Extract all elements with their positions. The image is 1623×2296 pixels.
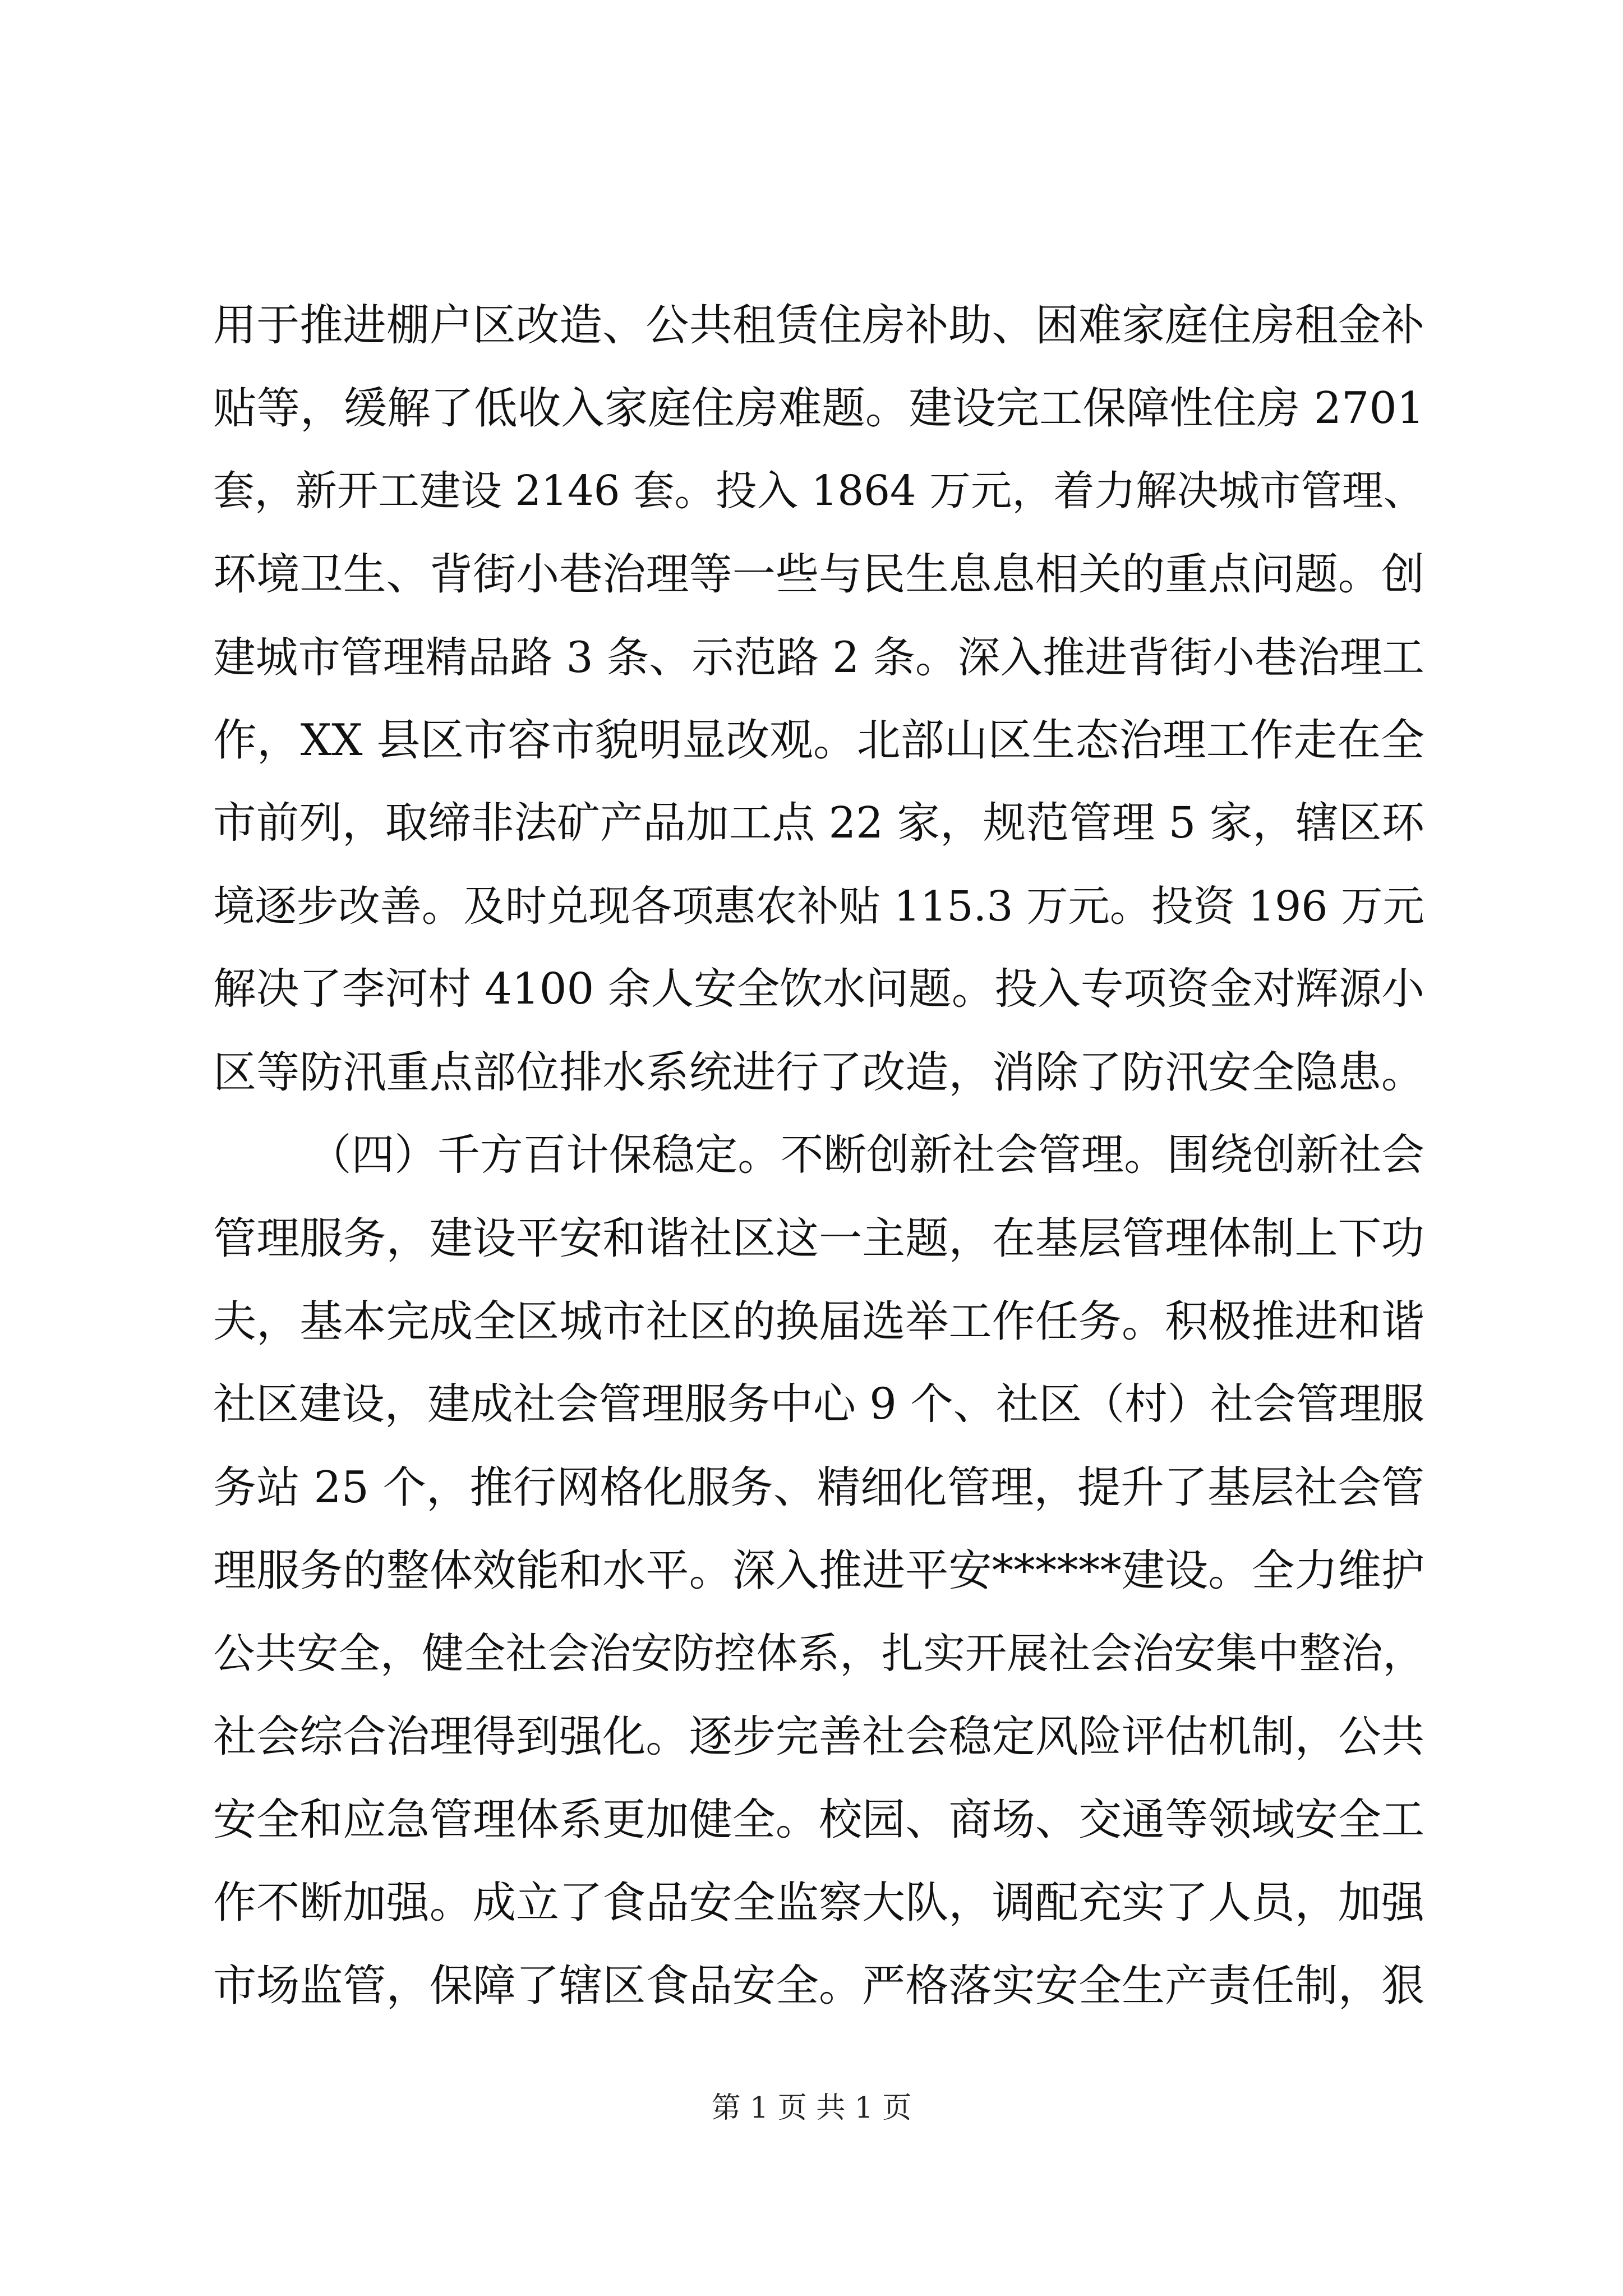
text-line-19: 安全和应急管理体系更加健全。校园、商场、交通等领域安全工 [213, 1795, 1424, 1845]
text-line-10: 区等防汛重点部位排水系统进行了改造，消除了防汛安全隐患。 [213, 1047, 1424, 1098]
text-line-5: 建城市管理精品路 3 条、示范路 2 条。深入推进背街小巷治理工 [213, 633, 1424, 682]
text-line-9: 解决了李河村 4100 余人安全饮水问题。投入专项资金对辉源小 [213, 964, 1424, 1014]
text-line-15: 务站 25 个，推行网格化服务、精细化管理，提升了基层社会管 [213, 1462, 1424, 1513]
text-line-13: 夫，基本完成全区城市社区的换届选举工作任务。积极推进和谐 [213, 1296, 1424, 1347]
text-line-12: 管理服务，建设平安和谐社区这一主题，在基层管理体制上下功 [213, 1213, 1424, 1264]
text-line-11-paragraph-start: （四）千方百计保稳定。不断创新社会管理。围绕创新社会 [308, 1130, 1424, 1180]
page-number-footer: 第 1 页 共 1 页 [711, 2091, 912, 2125]
text-line-7: 市前列，取缔非法矿产品加工点 22 家，规范管理 5 家，辖区环 [213, 798, 1424, 848]
text-line-6: 作，XX 县区市容市貌明显改观。北部山区生态治理工作走在全 [213, 715, 1424, 766]
text-line-20: 作不断加强。成立了食品安全监察大队，调配充实了人员，加强 [213, 1878, 1424, 1928]
text-line-21: 市场监管，保障了辖区食品安全。严格落实安全生产责任制，狠 [213, 1961, 1424, 2011]
text-line-2: 贴等，缓解了低收入家庭住房难题。建设完工保障性住房 2701 [213, 383, 1424, 434]
text-line-3: 套，新开工建设 2146 套。投入 1864 万元，着力解决城市管理、 [213, 467, 1424, 515]
text-line-17: 公共安全，健全社会治安防控体系，扎实开展社会治安集中整治， [213, 1629, 1424, 1678]
text-line-4: 环境卫生、背街小巷治理等一些与民生息息相关的重点问题。创 [213, 549, 1424, 600]
text-line-14: 社区建设，建成社会管理服务中心 9 个、社区（村）社会管理服 [213, 1379, 1424, 1429]
text-line-16: 理服务的整体效能和水平。深入推进平安******建设。全力维护 [213, 1545, 1424, 1596]
text-line-8: 境逐步改善。及时兑现各项惠农补贴 115.3 万元。投资 196 万元 [213, 882, 1424, 931]
text-line-1: 用于推进棚户区改造、公共租赁住房补助、困难家庭住房租金补 [213, 300, 1424, 351]
text-line-18: 社会综合治理得到强化。逐步完善社会稳定风险评估机制，公共 [213, 1711, 1424, 1762]
